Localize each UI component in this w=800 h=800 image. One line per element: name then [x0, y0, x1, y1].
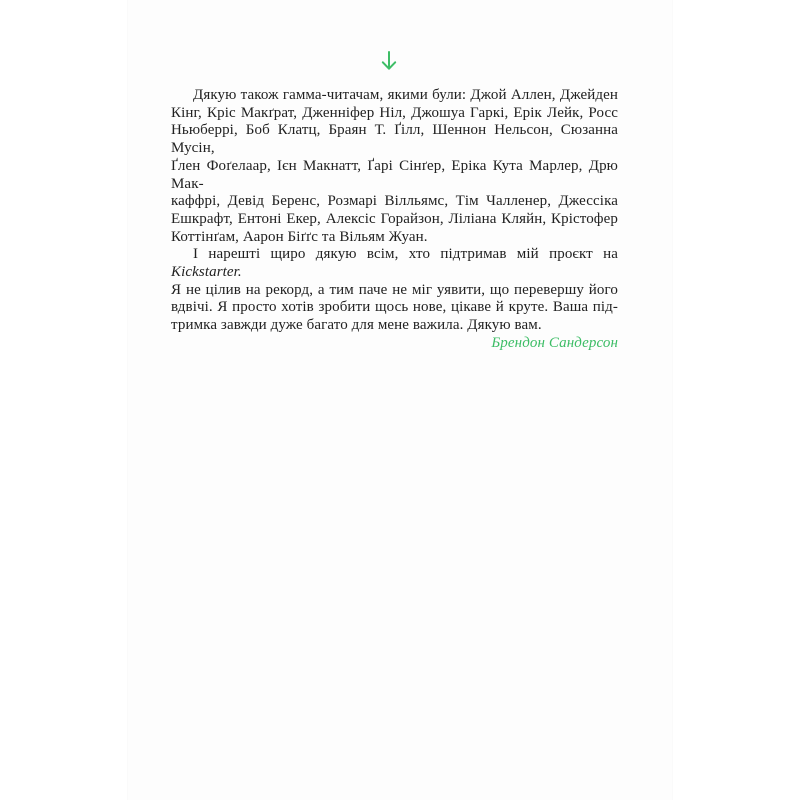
author-signature: Брендон Сандерсон: [491, 334, 618, 351]
text-line: [171, 105, 618, 123]
text-segment: Коттінґам, Аарон Біґґс та Вільям Жуан.: [171, 228, 428, 245]
text-segment: Ньюберрі, Боб Клатц, Браян Т. Ґілл, Шеннон Нельсон, Сюзанна Мусін,: [171, 122, 618, 157]
text-line: [171, 211, 618, 229]
acknowledgments-text: [171, 87, 618, 353]
text-line: [171, 158, 618, 193]
text-line: [171, 299, 618, 317]
text-segment: Я не цілив на рекорд, а тим паче не міг уявити, що перевершу його: [171, 281, 618, 298]
text-segment: каффрі, Девід Беренс, Розмарі Вілльямс, Тім Чалленер, Джессіка: [171, 193, 618, 210]
text-segment: тримка завжди дуже багато для мене важила. Дякую вам.: [171, 317, 542, 334]
text-line: [171, 282, 618, 300]
scroll-down-arrow-icon[interactable]: [380, 50, 398, 72]
text-segment: Ешкрафт, Ентоні Екер, Алексіс Горайзон, Ліліана Кляйн, Крістофер: [171, 210, 618, 227]
text-line: [171, 317, 618, 335]
text-line: [171, 87, 618, 105]
italic-text: Kickstarter.: [171, 264, 242, 281]
text-segment: І нарешті щиро дякую всім, хто підтримав мій проєкт на: [193, 246, 618, 263]
text-line: [171, 246, 618, 281]
text-segment: Дякую також гамма-читачам, якими були: Джой Аллен, Джейден: [193, 87, 618, 103]
text-segment: Кінг, Кріс Макґрат, Дженніфер Ніл, Джошуа Гаркі, Ерік Лейк, Росс: [171, 104, 618, 121]
text-line: [171, 193, 618, 211]
text-line: [171, 229, 618, 247]
text-segment: вдвічі. Я просто хотів зробити щось нове, цікаве й круте. Ваша під-: [171, 299, 618, 316]
text-segment: Ґлен Фоґелаар, Ієн Макнатт, Ґарі Сінґер, Еріка Кута Марлер, Дрю Мак-: [171, 157, 618, 192]
text-line: [171, 122, 618, 157]
